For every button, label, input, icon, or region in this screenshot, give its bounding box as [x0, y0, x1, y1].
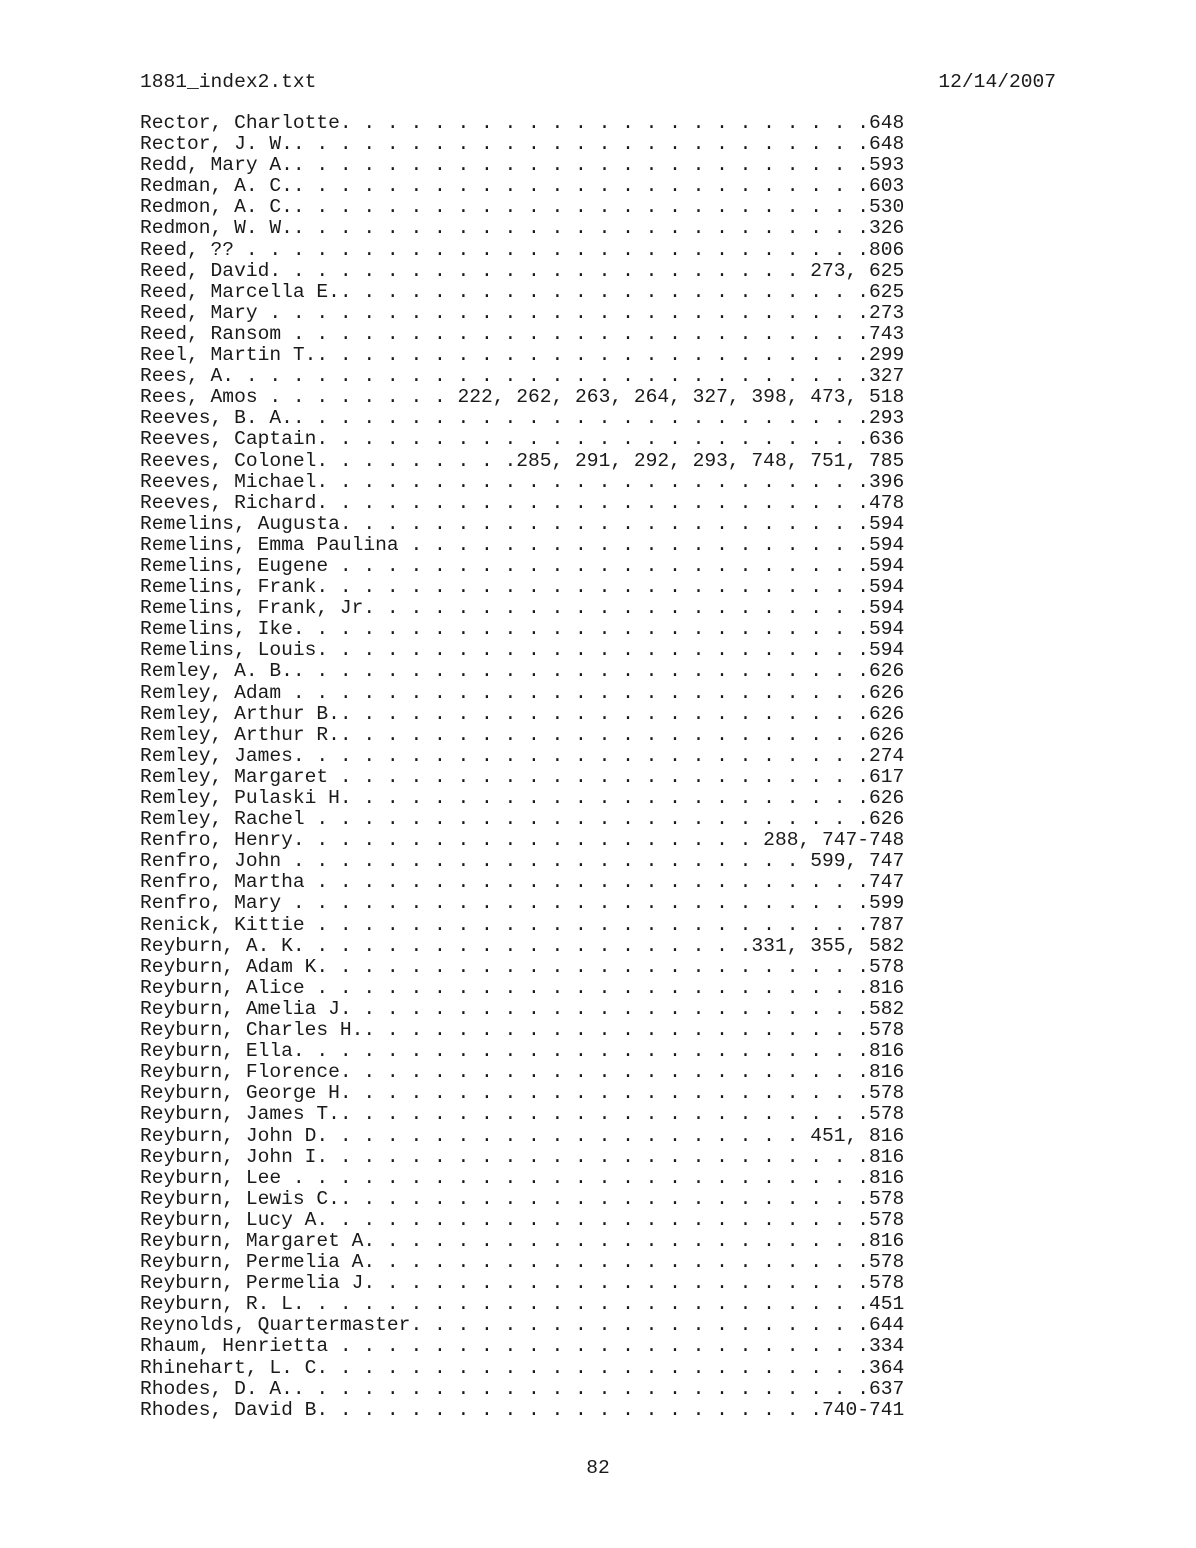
- index-entry: Reyburn, A. K. . . . . . . . . . . . . . . . . . . .331, 355, 582: [140, 935, 904, 957]
- document-date: 12/14/2007: [938, 71, 1056, 93]
- index-entry: Reyburn, George H. . . . . . . . . . . . . . . . . . . . . . .578: [140, 1083, 904, 1105]
- index-entry: Renfro, Mary . . . . . . . . . . . . . . . . . . . . . . . . .599: [140, 893, 904, 915]
- index-entry: Remelins, Eugene . . . . . . . . . . . . . . . . . . . . . . .594: [140, 555, 904, 577]
- index-entry: Reyburn, Florence. . . . . . . . . . . . . . . . . . . . . . .816: [140, 1062, 904, 1084]
- index-entry: Remley, James. . . . . . . . . . . . . . . . . . . . . . . . .274: [140, 745, 904, 767]
- index-entry: Reeves, Michael. . . . . . . . . . . . . . . . . . . . . . . .396: [140, 471, 904, 493]
- index-entry: Remley, Arthur B.. . . . . . . . . . . . . . . . . . . . . . .626: [140, 703, 904, 725]
- index-entry: Renfro, Martha . . . . . . . . . . . . . . . . . . . . . . . .747: [140, 872, 904, 894]
- index-entry: Reeves, Colonel. . . . . . . . .285, 291, 292, 293, 748, 751, 785: [140, 450, 904, 472]
- index-entry: Reed, David. . . . . . . . . . . . . . . . . . . . . . . 273, 625: [140, 260, 904, 282]
- index-entry: Remley, A. B.. . . . . . . . . . . . . . . . . . . . . . . . .626: [140, 661, 904, 683]
- index-entry: Rhodes, David B. . . . . . . . . . . . . . . . . . . . . .740-741: [140, 1399, 904, 1421]
- index-entry: Reyburn, John D. . . . . . . . . . . . . . . . . . . . . 451, 816: [140, 1125, 904, 1147]
- index-entry: Reynolds, Quartermaster. . . . . . . . . . . . . . . . . . . .644: [140, 1315, 904, 1337]
- index-entry: Remelins, Augusta. . . . . . . . . . . . . . . . . . . . . . .594: [140, 513, 904, 535]
- index-entry: Remelins, Ike. . . . . . . . . . . . . . . . . . . . . . . . .594: [140, 619, 904, 641]
- index-entry: Remelins, Frank, Jr. . . . . . . . . . . . . . . . . . . . . .594: [140, 598, 904, 620]
- index-entry: Rees, A. . . . . . . . . . . . . . . . . . . . . . . . . . . .327: [140, 366, 904, 388]
- index-entry: Reeves, Richard. . . . . . . . . . . . . . . . . . . . . . . .478: [140, 492, 904, 514]
- index-entry: Remelins, Emma Paulina . . . . . . . . . . . . . . . . . . . .594: [140, 534, 904, 556]
- index-entry: Remley, Arthur R.. . . . . . . . . . . . . . . . . . . . . . .626: [140, 724, 904, 746]
- index-entry: Reyburn, Lee . . . . . . . . . . . . . . . . . . . . . . . . .816: [140, 1167, 904, 1189]
- index-entry: Reed, Mary . . . . . . . . . . . . . . . . . . . . . . . . . .273: [140, 302, 904, 324]
- index-entry: Renick, Kittie . . . . . . . . . . . . . . . . . . . . . . . .787: [140, 914, 904, 936]
- index-entry: Rhinehart, L. C. . . . . . . . . . . . . . . . . . . . . . . .364: [140, 1357, 904, 1379]
- index-entry: Rhaum, Henrietta . . . . . . . . . . . . . . . . . . . . . . .334: [140, 1336, 904, 1358]
- index-entry: Reyburn, Margaret A. . . . . . . . . . . . . . . . . . . . . .816: [140, 1230, 904, 1252]
- index-entry: Reyburn, Lucy A. . . . . . . . . . . . . . . . . . . . . . . .578: [140, 1209, 904, 1231]
- index-entry: Reeves, Captain. . . . . . . . . . . . . . . . . . . . . . . .636: [140, 429, 904, 451]
- index-entry: Reyburn, Amelia J. . . . . . . . . . . . . . . . . . . . . . .582: [140, 998, 904, 1020]
- index-entry: Reyburn, Permelia J. . . . . . . . . . . . . . . . . . . . . .578: [140, 1273, 904, 1295]
- page-number: 82: [586, 1457, 610, 1479]
- index-entry: Rees, Amos . . . . . . . . 222, 262, 263, 264, 327, 398, 473, 518: [140, 387, 904, 409]
- index-entry: Reeves, B. A.. . . . . . . . . . . . . . . . . . . . . . . . .293: [140, 408, 904, 430]
- document-filename: 1881_index2.txt: [140, 71, 317, 93]
- page-header: [140, 70, 1056, 94]
- index-entry: Reyburn, Lewis C.. . . . . . . . . . . . . . . . . . . . . . .578: [140, 1188, 904, 1210]
- index-entry: Redmon, W. W.. . . . . . . . . . . . . . . . . . . . . . . . .326: [140, 218, 904, 240]
- index-list: [140, 113, 904, 1421]
- index-entry: Rector, Charlotte. . . . . . . . . . . . . . . . . . . . . . .648: [140, 113, 904, 134]
- index-entry: Reyburn, James T.. . . . . . . . . . . . . . . . . . . . . . .578: [140, 1104, 904, 1126]
- index-entry: Reyburn, Adam K. . . . . . . . . . . . . . . . . . . . . . . .578: [140, 956, 904, 978]
- index-entry: Reed, Ransom . . . . . . . . . . . . . . . . . . . . . . . . .743: [140, 323, 904, 345]
- index-entry: Reyburn, Ella. . . . . . . . . . . . . . . . . . . . . . . . .816: [140, 1041, 904, 1063]
- index-entry: Remley, Pulaski H. . . . . . . . . . . . . . . . . . . . . . .626: [140, 788, 904, 809]
- index-entry: Remley, Rachel . . . . . . . . . . . . . . . . . . . . . . . .626: [140, 809, 904, 831]
- index-entry: Redmon, A. C.. . . . . . . . . . . . . . . . . . . . . . . . .530: [140, 197, 904, 219]
- index-entry: Remley, Adam . . . . . . . . . . . . . . . . . . . . . . . . .626: [140, 682, 904, 704]
- index-entry: Rector, J. W.. . . . . . . . . . . . . . . . . . . . . . . . .648: [140, 134, 904, 156]
- index-entry: Redd, Mary A.. . . . . . . . . . . . . . . . . . . . . . . . .593: [140, 155, 904, 177]
- index-entry: Remelins, Louis. . . . . . . . . . . . . . . . . . . . . . . .594: [140, 640, 904, 662]
- index-entry: Reyburn, Alice . . . . . . . . . . . . . . . . . . . . . . . .816: [140, 977, 904, 999]
- index-entry: Redman, A. C.. . . . . . . . . . . . . . . . . . . . . . . . .603: [140, 176, 904, 198]
- index-entry: Rhodes, D. A.. . . . . . . . . . . . . . . . . . . . . . . . .637: [140, 1378, 904, 1400]
- index-entry: Reyburn, R. L. . . . . . . . . . . . . . . . . . . . . . . . .451: [140, 1294, 904, 1316]
- index-entry: Remley, Margaret . . . . . . . . . . . . . . . . . . . . . . .617: [140, 766, 904, 788]
- index-entry: Reed, ?? . . . . . . . . . . . . . . . . . . . . . . . . . . .806: [140, 239, 904, 261]
- index-entry: Reel, Martin T.. . . . . . . . . . . . . . . . . . . . . . . .299: [140, 345, 904, 367]
- index-entry: Reed, Marcella E.. . . . . . . . . . . . . . . . . . . . . . .625: [140, 281, 904, 303]
- index-entry: Renfro, John . . . . . . . . . . . . . . . . . . . . . . 599, 747: [140, 851, 904, 873]
- index-entry: Reyburn, John I. . . . . . . . . . . . . . . . . . . . . . . .816: [140, 1146, 904, 1168]
- index-entry: Reyburn, Charles H.. . . . . . . . . . . . . . . . . . . . . .578: [140, 1020, 904, 1042]
- index-entry: Reyburn, Permelia A. . . . . . . . . . . . . . . . . . . . . .578: [140, 1252, 904, 1274]
- index-entry: Renfro, Henry. . . . . . . . . . . . . . . . . . . . 288, 747-748: [140, 830, 904, 852]
- index-entry: Remelins, Frank. . . . . . . . . . . . . . . . . . . . . . . .594: [140, 577, 904, 599]
